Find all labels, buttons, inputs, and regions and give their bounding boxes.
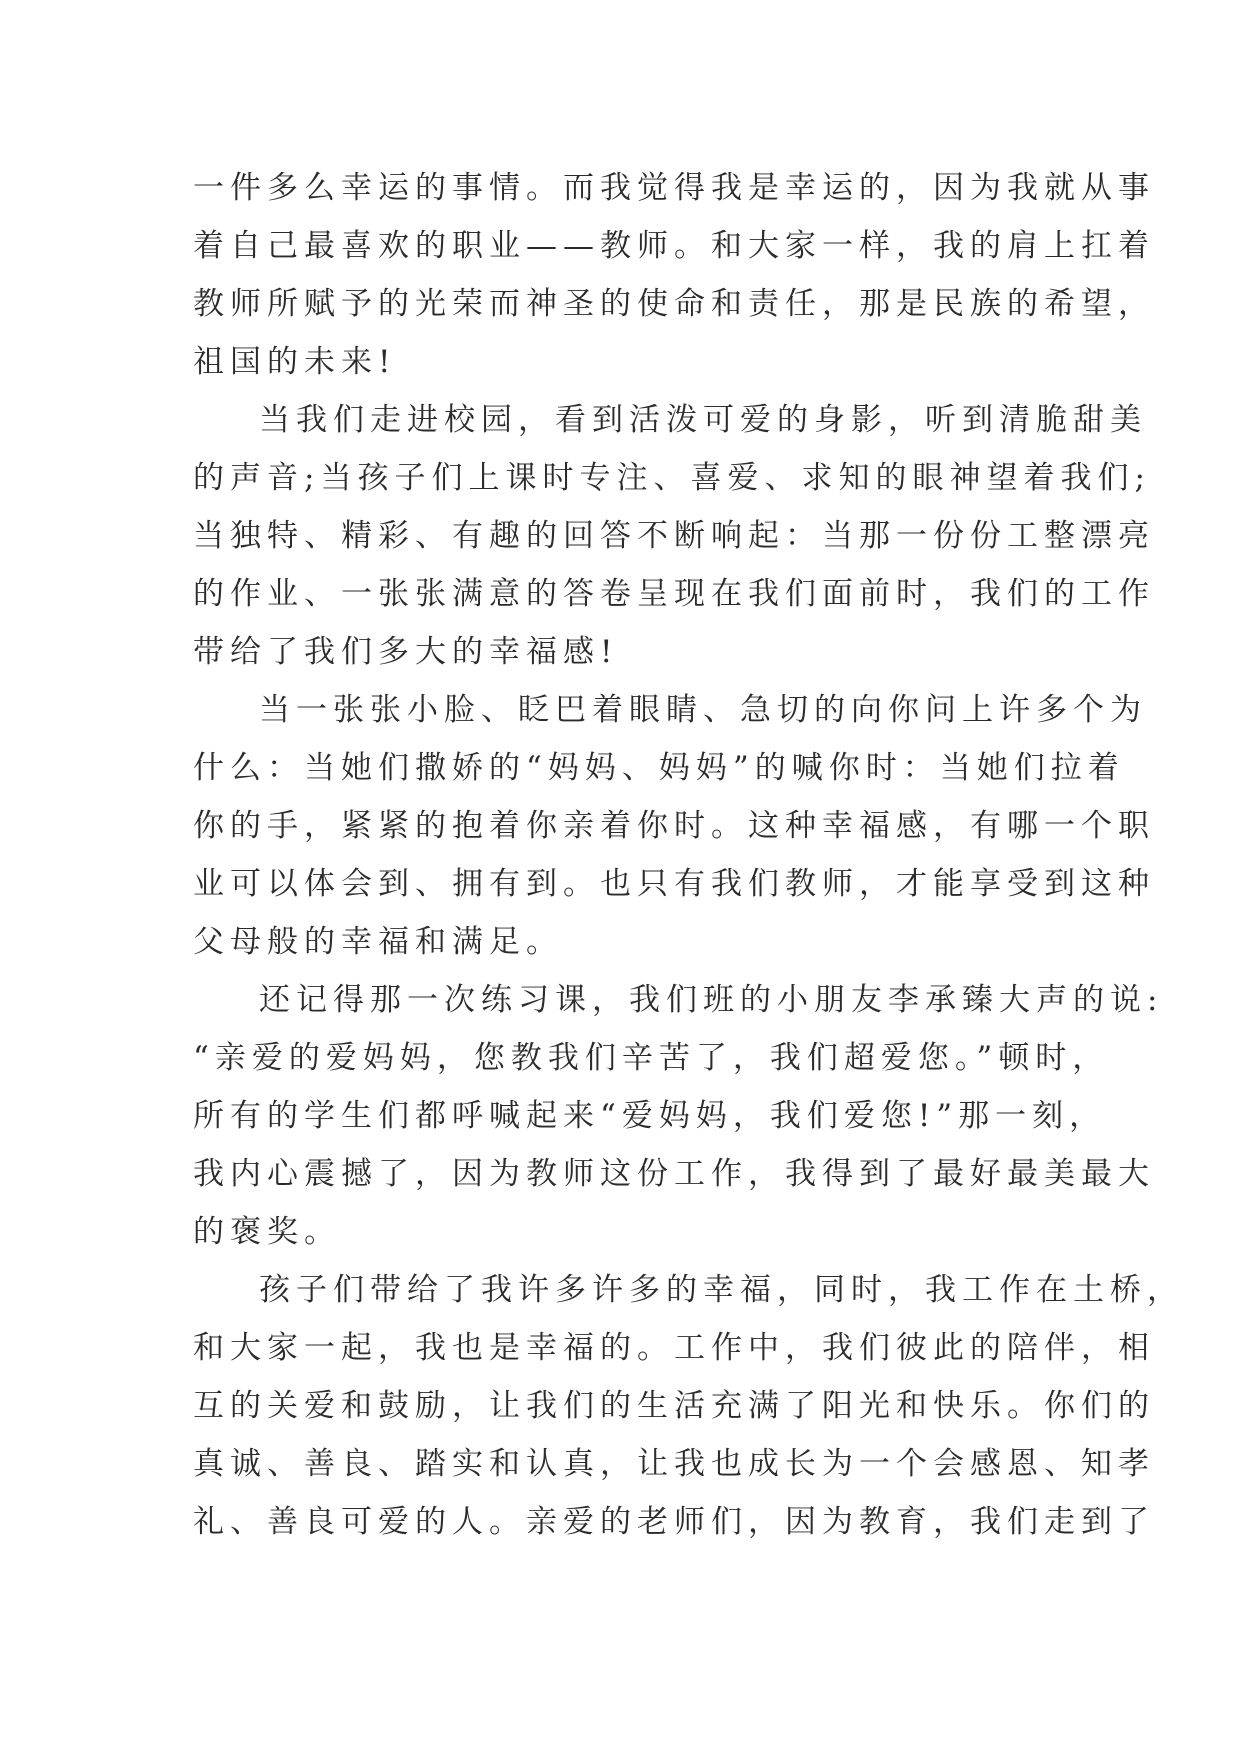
paragraph-line: 的褒奖。 (193, 1214, 341, 1250)
paragraph-line: 一件多么幸运的事情。而我觉得我是幸运的，因为我就从事 (193, 170, 1155, 206)
paragraph-4 (193, 971, 1164, 1261)
paragraph-line: 的声音;当孩子们上课时专注、喜爱、求知的眼神望着我们; (193, 460, 1151, 496)
paragraph-first-line: 当我们走进校园，看到活泼可爱的身影，听到清脆甜美 (259, 402, 1147, 438)
paragraph-line: 互的关爱和鼓励，让我们的生活充满了阳光和快乐。你们的 (193, 1388, 1155, 1424)
paragraph-first-line: 孩子们带给了我许多许多的幸福，同时，我工作在土桥， (259, 1272, 1184, 1308)
paragraph-5 (193, 1261, 1184, 1551)
paragraph-line: “亲爱的爱妈妈，您教我们辛苦了，我们超爱您。”顿时， (193, 1040, 1110, 1076)
paragraph-first-line: 还记得那一次练习课，我们班的小朋友李承臻大声的说: (259, 982, 1164, 1018)
paragraph-line: 业可以体会到、拥有到。也只有我们教师，才能享受到这种 (193, 866, 1155, 902)
document-body (193, 159, 1184, 1551)
paragraph-line: 礼、善良可爱的人。亲爱的老师们，因为教育，我们走到了 (193, 1504, 1155, 1540)
paragraph-line: 所有的学生们都呼喊起来“爱妈妈，我们爱您!”那一刻， (193, 1098, 1107, 1134)
paragraph-line: 真诚、善良、踏实和认真，让我也成长为一个会感恩、知孝 (193, 1446, 1155, 1482)
paragraph-3 (193, 681, 1155, 971)
paragraph-1 (193, 159, 1155, 391)
paragraph-line: 你的手，紧紧的抱着你亲着你时。这种幸福感，有哪一个职 (193, 808, 1155, 844)
paragraph-line: 着自己最喜欢的职业——教师。和大家一样，我的肩上扛着 (193, 228, 1155, 264)
paragraph-first-line: 当一张张小脸、眨巴着眼睛、急切的向你问上许多个为 (259, 692, 1147, 728)
paragraph-line: 什么：当她们撒娇的“妈妈、妈妈”的喊你时：当她们拉着 (193, 750, 1125, 786)
paragraph-line: 教师所赋予的光荣而神圣的使命和责任，那是民族的希望， (193, 286, 1155, 322)
paragraph-line: 带给了我们多大的幸福感! (193, 634, 619, 670)
paragraph-line: 父母般的幸福和满足。 (193, 924, 563, 960)
paragraph-line: 我内心震撼了，因为教师这份工作，我得到了最好最美最大 (193, 1156, 1155, 1192)
paragraph-line: 祖国的未来! (193, 344, 397, 380)
paragraph-line: 和大家一起，我也是幸福的。工作中，我们彼此的陪伴，相 (193, 1330, 1155, 1366)
paragraph-2 (193, 391, 1155, 681)
paragraph-line: 的作业、一张张满意的答卷呈现在我们面前时，我们的工作 (193, 576, 1155, 612)
paragraph-line: 当独特、精彩、有趣的回答不断响起：当那一份份工整漂亮 (193, 518, 1155, 554)
